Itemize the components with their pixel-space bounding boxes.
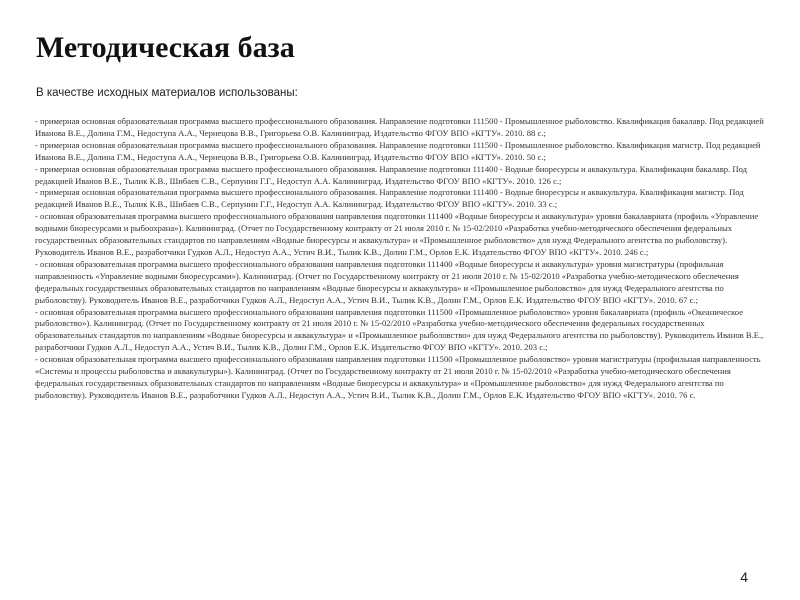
reference-item: - примерная основная образовательная программа высшего профессионального образования. Направление подготовки 111500 - Промышленное рыболовство. Квалификация магистр. Под редакцией Иванова В.Е., Долина Г.М., Недоступа А.А., Чернецова В.В., Григорьева О.В. Калининград. Издательство ФГОУ ВПО «КГТУ». 2010. 50 с.; xyxy=(35,139,761,162)
page-title: Методическая база xyxy=(36,31,295,64)
reference-item: - основная образовательная программа высшего профессионального образования направления подготовки 111500 «Промышленное рыболовство» уровня магистратуры (профильная направленность «Системы и процессы рыболовства и аквакультуры»). Калининград. (Отчет по Государственному контракту от 21 июля 2010 г. № 15-02/2010 «Разработка учебно-методического обеспечения федеральных государственных образовательных стандартов по направлениям «Водные биоресурсы и аквакультура» и «Промышленное рыболовство» для нужд Федерального агентства по рыболовству). Руководитель Иванов В.Е., разработчики Гудков А.Л., Недоступ А.А., Устич В.И., Тылик К.В., Долин Г.М., Орлов Е.К. Издательство ФГОУ ВПО «КГТУ». 2010. 76 с. xyxy=(35,354,761,400)
reference-item: - примерная основная образовательная программа высшего профессионального образования. Направление подготовки 111500 - Промышленное рыболовство. Квалификация бакалавр. Под редакцией Иванова В.Е., Долина Г.М., Недоступа А.А., Чернецова В.В., Григорьева О.В. Калининград. Издательство ФГОУ ВПО «КГТУ». 2010. 88 с.; xyxy=(35,116,764,138)
reference-item: - основная образовательная программа высшего профессионального образования направления подготовки 111400 «Водные биоресурсы и аквакультура» уровня бакалавриата (профиль «Управление водными биоресурсами и рыбоохрана»). Калининград. (Отчет по Государственному контракту от 21 июля 2010 г. № 15-02/2010 «Разработка учебно-методического обеспечения федеральных государственных образовательных стандартов по направлениям «Водные биоресурсы и аквакультура» и «Промышленное рыболовство» для нужд Федерального агентства по рыболовству). Руководитель Иванов В.Е., разработчики Гудков А.Л., Недоступ А.А., Устич В.И., Тылик К.В., Долин Г.М., Орлов Е.К. Издательство ФГОУ ВПО «КГТУ». 2010. 246 с.; xyxy=(35,211,759,257)
page-number: 4 xyxy=(740,569,748,585)
reference-item: - основная образовательная программа высшего профессионального образования направления подготовки 111400 «Водные биоресурсы и аквакультура» уровня магистратуры (профильная направленность «Управление водными биоресурсами»). Калининград. (Отчет по Государственному контракту от 21 июля 2010 г. № 15-02/2010 «Разработка учебно-методического обеспечения федеральных государственных образовательных стандартов по направлениям «Водные биоресурсы и аквакультура» и «Промышленное рыболовство» для нужд Федерального агентства по рыболовству). Руководитель Иванов В.Е., разработчики Гудков А.Л., Недоступ А.А., Устич В.И., Тылик К.В., Долин Г.М., Орлов Е.К. Издательство ФГОУ ВПО «КГТУ». 2010. 67 с.; xyxy=(35,258,739,305)
reference-list xyxy=(35,116,767,402)
reference-item: - примерная основная образовательная программа высшего профессионального образования. Направление подготовки 111400 - Водные биоресурсы и аквакультура. Квалификация магистр. Под редакцией Иванов В.Е., Тылик К.В., Шибаев С.В., Серпунин Г.Г., Недоступ А.А. Калининград. Издательство ФГОУ ВПО «КГТУ». 2010. 33 с.; xyxy=(35,187,744,210)
reference-item: - основная образовательная программа высшего профессионального образования направления подготовки 111500 «Промышленное рыболовство» уровня бакалавриата (профиль «Океаническое рыболовство»). Калининград. (Отчет по Государственному контракту от 21 июля 2010 г. № 15-02/2010 «Разработка учебно-методического обеспечения федеральных государственных образовательных стандартов по направлениям «Водные биоресурсы и аквакультура» и «Промышленное рыболовство» для нужд Федерального агентства по рыболовству). Руководитель Иванов В.Е., разработчики Гудков А.Л., Недоступ А.А., Устич В.И., Тылик К.В., Долин Г.М., Орлов Е.К. Издательство ФГОУ ВПО «КГТУ». 2010. 203 с.; xyxy=(35,306,764,353)
reference-item: - примерная основная образовательная программа высшего профессионального образования. Направление подготовки 111400 - Водные биоресурсы и аквакультура. Квалификация бакалавр. Под редакцией Иванов В.Е., Тылик К.В., Шибаев С.В., Серпунин Г.Г., Недоступ А.А. Калининград. Издательство ФГОУ ВПО «КГТУ». 2010. 126 с.; xyxy=(35,163,747,186)
intro-text: В качестве исходных материалов использованы: xyxy=(36,87,298,99)
